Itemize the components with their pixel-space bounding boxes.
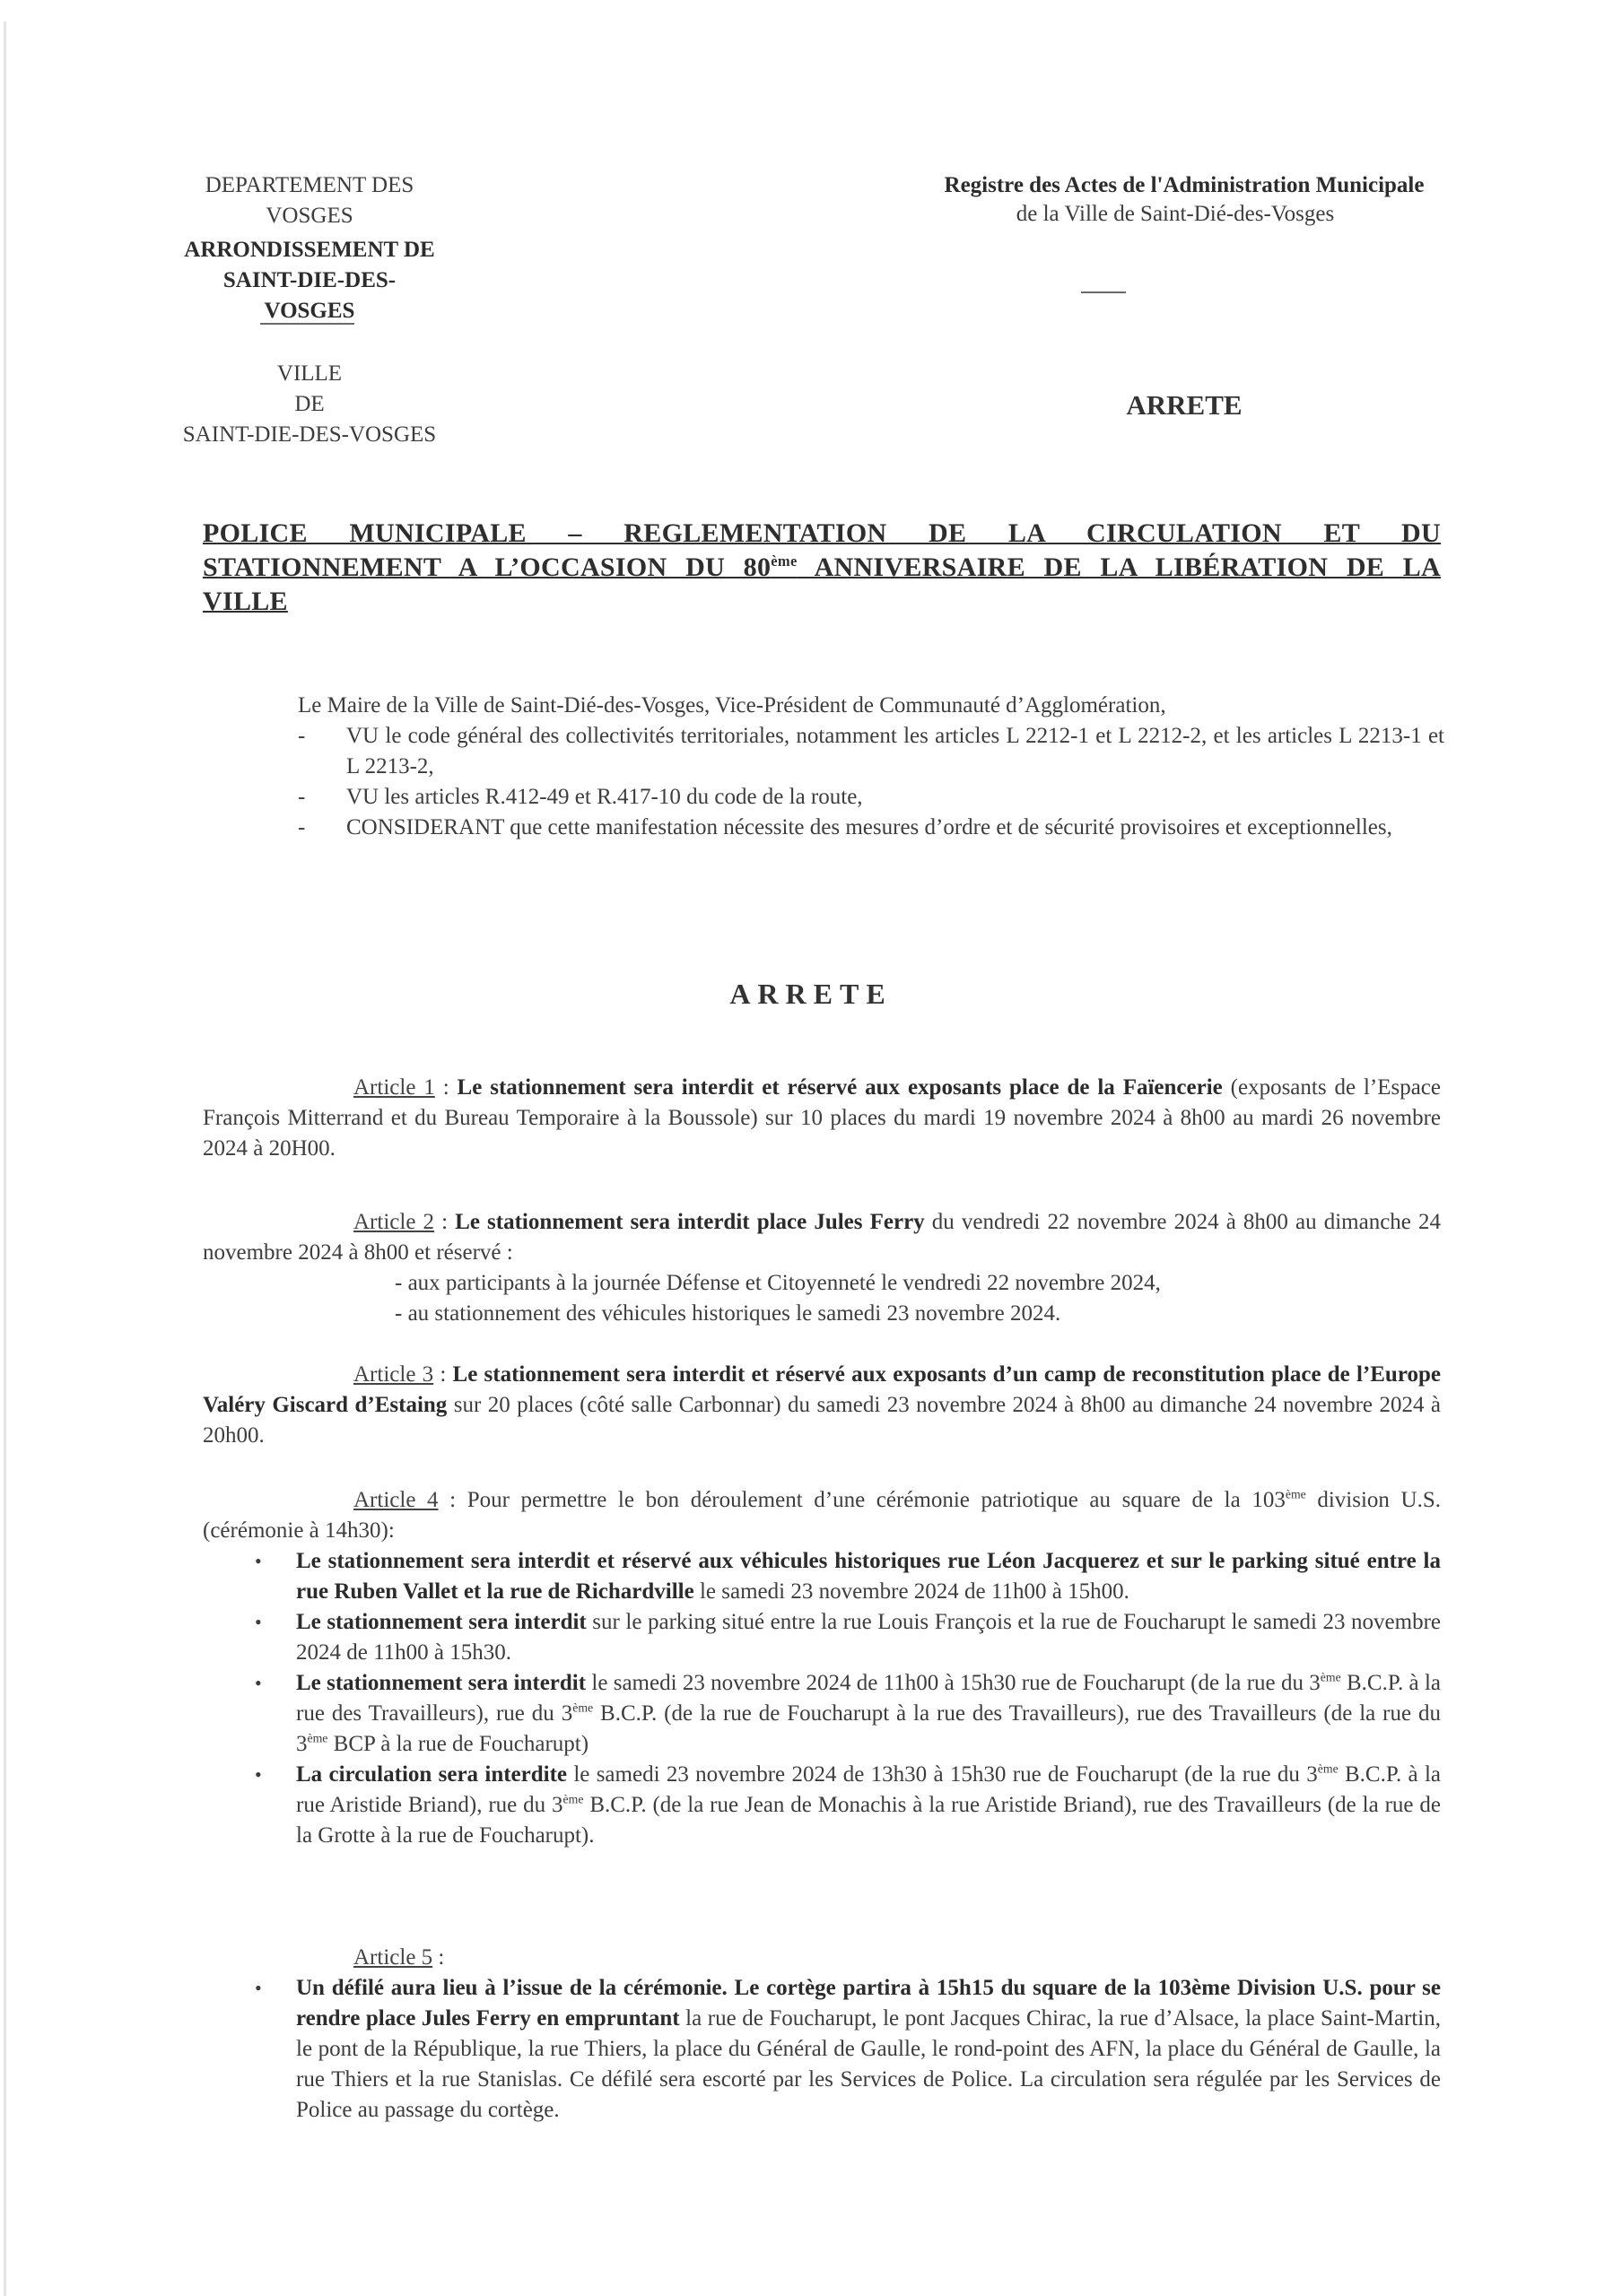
article-2-body	[203, 1207, 1441, 1268]
item-sup: ème	[1320, 1670, 1341, 1684]
item-text: le samedi 23 novembre 2024 de 13h30 à 15h30 rue de Foucharupt (de la rue du 3	[567, 1762, 1318, 1787]
article-2	[203, 1207, 1441, 1329]
article-3-text: sur 20 places (côté salle Carbonnar) du samedi 23 novembre 2024 à 8h00 au dimanche 24 novembre 2024 à 20h00.	[203, 1393, 1441, 1448]
preamble-item	[298, 813, 1444, 843]
preamble-item	[298, 721, 1444, 782]
article-5-label: Article 5	[353, 1945, 433, 1970]
document-title	[203, 517, 1441, 619]
item-text: le samedi 23 novembre 2024 de 11h00 à 15h30 rue de Foucharupt (de la rue du 3	[586, 1671, 1321, 1695]
article-2-sub-item: - aux participants à la journée Défense et Citoyenneté le vendredi 22 novembre 2024,	[395, 1271, 1161, 1295]
bullet-icon: •	[255, 1763, 262, 1786]
preamble-item-text: VU les articles R.412-49 et R.417-10 du code de la route,	[346, 785, 863, 809]
item-text: B.C.P. (de la rue Jean de Monachis à la rue Aristide Briand), rue des Travailleurs (de la rue de la Grotte à la rue de Foucharupt).	[296, 1793, 1441, 1848]
article-3-label: Article 3	[353, 1362, 434, 1387]
bullet-icon: •	[255, 1672, 262, 1694]
article-5-heading	[203, 1943, 1441, 1973]
article-5-item	[203, 1973, 1441, 2126]
header-arrondissement-line2: SAINT-DIE-DES-VOSGES	[222, 268, 397, 323]
article-2-sub-item: - au stationnement des véhicules historiques le samedi 23 novembre 2024.	[395, 1301, 1061, 1326]
item-sup: ème	[572, 1700, 594, 1715]
header-ville-line2: DE	[294, 392, 325, 416]
article-4	[203, 1485, 1441, 1851]
article-4-item	[203, 1760, 1441, 1851]
article-4-intro-text1: : Pour permettre le bon déroulement d’une cérémonie patriotique au square de la 103	[438, 1488, 1286, 1512]
article-5	[203, 1943, 1441, 2126]
title-part1: POLICE MUNICIPALE – REGLEMENTATION DE LA CIRCULATION ET DU STATIONNEMENT A L’OCCASION DU 80	[203, 518, 1441, 582]
header-ville-line1: VILLE	[276, 361, 343, 386]
dash-marker: -	[298, 785, 306, 809]
item-text: B.C.P. à la rue Aristide Briand), rue du 3	[296, 1762, 1442, 1817]
article-2-bold: Le stationnement sera interdit place Jules Ferry	[455, 1210, 925, 1234]
item-bold: Le stationnement sera interdit	[296, 1610, 587, 1634]
bullet-icon: •	[255, 1550, 262, 1572]
article-1-bold: Le stationnement sera interdit et réservé aux exposants place de la Faïencerie	[457, 1075, 1223, 1100]
article-4-intro-sup: ème	[1285, 1487, 1306, 1501]
article-1-text: (exposants de l’Espace François Mitterrand et du Bureau Temporaire à la Boussole) sur 10 places du mardi 19 novembre 2024 à 8h00 au mardi 26 novembre 2024 à 20H00.	[203, 1075, 1442, 1161]
article-1-sep: :	[434, 1075, 458, 1100]
item-sup: ème	[307, 1731, 328, 1745]
article-4-intro	[203, 1485, 1441, 1546]
article-1-label: Article 1	[353, 1075, 435, 1100]
preamble	[298, 691, 1444, 843]
title-part2: ANNIVERSAIRE DE LA LIBÉRATION DE LA VILLE	[203, 552, 1441, 616]
article-3-sep: :	[433, 1362, 453, 1387]
article-2-label: Article 2	[353, 1210, 435, 1234]
article-2-sep: :	[434, 1210, 456, 1234]
bullet-icon: •	[255, 1611, 262, 1633]
header-arrondissement	[179, 235, 440, 326]
scan-edge-line	[4, 22, 6, 2296]
item-text: sur le parking situé entre la rue Louis François et la rue de Foucharupt le samedi 23 novembre 2024 de 11h00 à 15h30.	[296, 1610, 1441, 1665]
bullet-icon: •	[255, 1977, 262, 1999]
item-bold: Le stationnement sera interdit	[296, 1671, 587, 1695]
header-right-separator	[1081, 291, 1126, 293]
item-text: BCP à la rue de Foucharupt)	[327, 1732, 589, 1756]
header-arrondissement-line1: ARRONDISSEMENT DE	[184, 238, 435, 262]
article-5-sep: :	[432, 1945, 445, 1970]
preamble-list	[298, 721, 1444, 843]
item-text: la rue de Foucharupt, le pont Jacques Chirac, la rue d’Alsace, la place Saint-Martin, le pont de la République, la rue Thiers, la place du Général de Gaulle, le rond-point des AFN, la place du Général de Gaulle, la rue Thiers et la rue Stanislas. Ce défilé sera escorté par les Services de Police. La circulation sera régulée par les Services de Police au passage du cortège.	[296, 2006, 1442, 2122]
article-1	[203, 1073, 1441, 1164]
item-bold: Le stationnement sera interdit et réservé aux véhicules historiques rue Léon Jacquerez et sur le parking situé entre la rue Ruben Vallet et la rue de Richardville	[296, 1549, 1441, 1604]
article-4-label: Article 4	[353, 1488, 439, 1512]
dash-marker: -	[298, 815, 306, 839]
preamble-item-text: CONSIDERANT que cette manifestation nécessite des mesures d’ordre et de sécurité provisoires et exceptionnelles,	[346, 815, 1392, 839]
header-department: DEPARTEMENT DES VOSGES	[205, 173, 414, 228]
article-5-list	[203, 1973, 1441, 2126]
item-text: B.C.P. à la rue des Travailleurs), rue du 3	[296, 1671, 1441, 1726]
article-3	[203, 1360, 1441, 1451]
article-2-text: du vendredi 22 novembre 2024 à 8h00 au dimanche 24 novembre 2024 à 8h00 et réservé :	[203, 1210, 1441, 1265]
item-bold: Un défilé aura lieu à l’issue de la cérémonie. Le cortège partira à 15h15 du square de la 103ème Division U.S. pour se rendre place Jules Ferry en empruntant	[296, 1976, 1441, 2031]
item-sup: ème	[1317, 1761, 1339, 1776]
item-text: B.C.P. (de la rue de Foucharupt à la rue des Travailleurs), rue des Travailleurs (de la rue du 3	[296, 1701, 1441, 1756]
preamble-item	[298, 782, 1444, 813]
header-left-separator	[260, 323, 354, 325]
title-sup: ème	[771, 552, 798, 570]
article-4-item	[203, 1546, 1441, 1607]
item-sup: ème	[562, 1792, 584, 1806]
header-ville	[179, 359, 440, 450]
article-4-item	[203, 1668, 1441, 1760]
article-3-bold: Le stationnement sera interdit et réservé aux exposants d’un camp de reconstitution place de l’Europe Valéry Giscard d’Estaing	[203, 1362, 1441, 1417]
article-4-list	[203, 1546, 1441, 1851]
item-bold: La circulation sera interdite	[296, 1762, 568, 1787]
item-text: le samedi 23 novembre 2024 de 11h00 à 15h00.	[693, 1579, 1129, 1604]
article-4-item	[203, 1607, 1441, 1668]
article-4-intro-text2: division U.S. (cérémonie à 14h30):	[203, 1488, 1441, 1543]
dash-marker: -	[298, 724, 306, 748]
preamble-item-text: VU le code général des collectivités territoriales, notamment les articles L 2212-1 et L 2212-2, et les articles L 2213-1 et L 2213-2,	[346, 724, 1444, 778]
arrete-heading: ARRETE	[729, 978, 893, 1010]
preamble-intro: Le Maire de la Ville de Saint-Dié-des-Vosges, Vice-Président de Communauté d’Agglomération,	[298, 693, 1166, 718]
header-ville-line3: SAINT-DIE-DES-VOSGES	[182, 422, 437, 447]
header-registre-ville: de la Ville de Saint-Dié-des-Vosges	[1016, 202, 1335, 226]
header-registre: Registre des Actes de l'Administration Municipale	[944, 173, 1425, 197]
header-arrete: ARRETE	[1126, 389, 1243, 421]
